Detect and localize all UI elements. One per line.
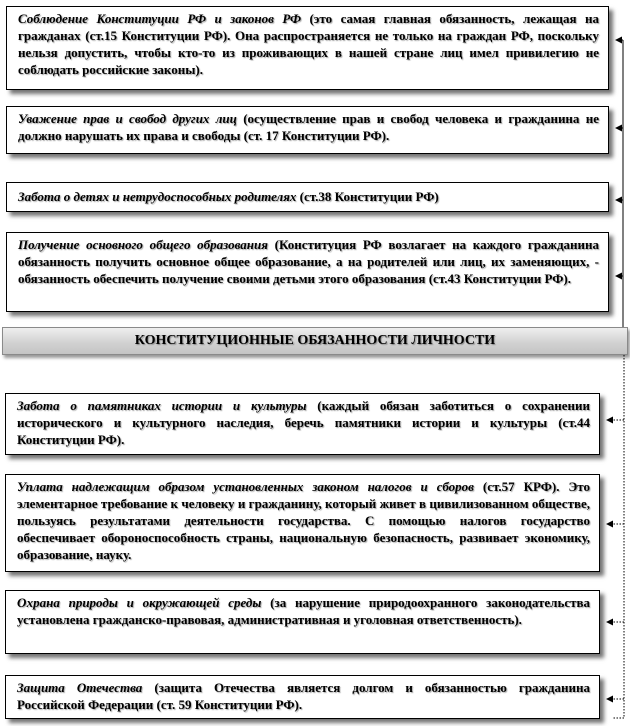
duty-title: Получение основного общего образования	[18, 237, 268, 252]
duty-box-rights-respect	[6, 106, 609, 154]
duty-box-nature	[5, 590, 600, 654]
duty-text: (ст.57 КРФ). Это элементарное требование к человеку и гражданину, который живет в цивилизованном обществе, пользуясь результатами деятельности государства. С помощью налогов государство обеспечивает обороноспособность страны, национальную безопасность, развивает экономику, образование, науку.	[17, 479, 590, 562]
duty-text: (ст.38 Конституции РФ)	[296, 189, 439, 204]
duty-title: Соблюдение Конституции РФ и законов РФ	[18, 11, 301, 26]
duty-text: (это самая главная обязанность, лежащая на гражданах (ст.15 Конституции РФ). Она распространяется не только на граждан РФ, поскольку нельзя допустить, чтобы кто-то из проживающих в нашей стране лиц имел привилегию не соблюдать российские законы).	[18, 11, 599, 77]
duty-text: (защита Отечества является долгом и обязанностью гражданина Российской Федерации (ст. 59 Конституции РФ).	[17, 680, 590, 712]
duty-box-taxes	[5, 474, 600, 572]
duty-text: (за нарушение природоохранного законодательства установлена гражданско-правовая, административная и уголовная ответственность).	[17, 595, 590, 627]
duty-box-education	[6, 232, 609, 312]
duty-box-constitution	[6, 6, 609, 90]
duty-text: (Конституция РФ возлагает на каждого гражданина обязанность получить основное общее образование, а на родителей или лиц, их заменяющих, - обязанность обеспечить получение своими детьми этого образования (ст.43 Конституции РФ).	[18, 237, 599, 286]
duty-title: Забота о детях и нетрудоспособных родителях	[18, 189, 297, 204]
duty-title: Охрана природы и окружающей среды	[17, 595, 262, 610]
duty-box-defense	[5, 675, 600, 719]
duty-text: (каждый обязан заботиться о сохранении исторического и культурного наследия, беречь памятники истории и культуры (ст.44 Конституции РФ).	[17, 398, 590, 447]
duty-box-heritage	[5, 393, 600, 455]
duty-text: (осуществление прав и свобод человека и гражданина не должно нарушать их права и свободы (ст. 17 Конституции РФ).	[18, 111, 599, 143]
duty-title: Забота о памятниках истории и культуры	[17, 398, 307, 413]
duty-title: Уплата надлежащим образом установленных законом налогов и сборов	[17, 479, 474, 494]
banner-constitutional-duties: КОНСТИТУЦИОННЫЕ ОБЯЗАННОСТИ ЛИЧНОСТИ	[2, 327, 628, 355]
duty-title: Защита Отечества	[17, 680, 143, 695]
duty-title: Уважение прав и свобод других лиц	[18, 111, 237, 126]
duty-box-children-care	[6, 182, 609, 212]
